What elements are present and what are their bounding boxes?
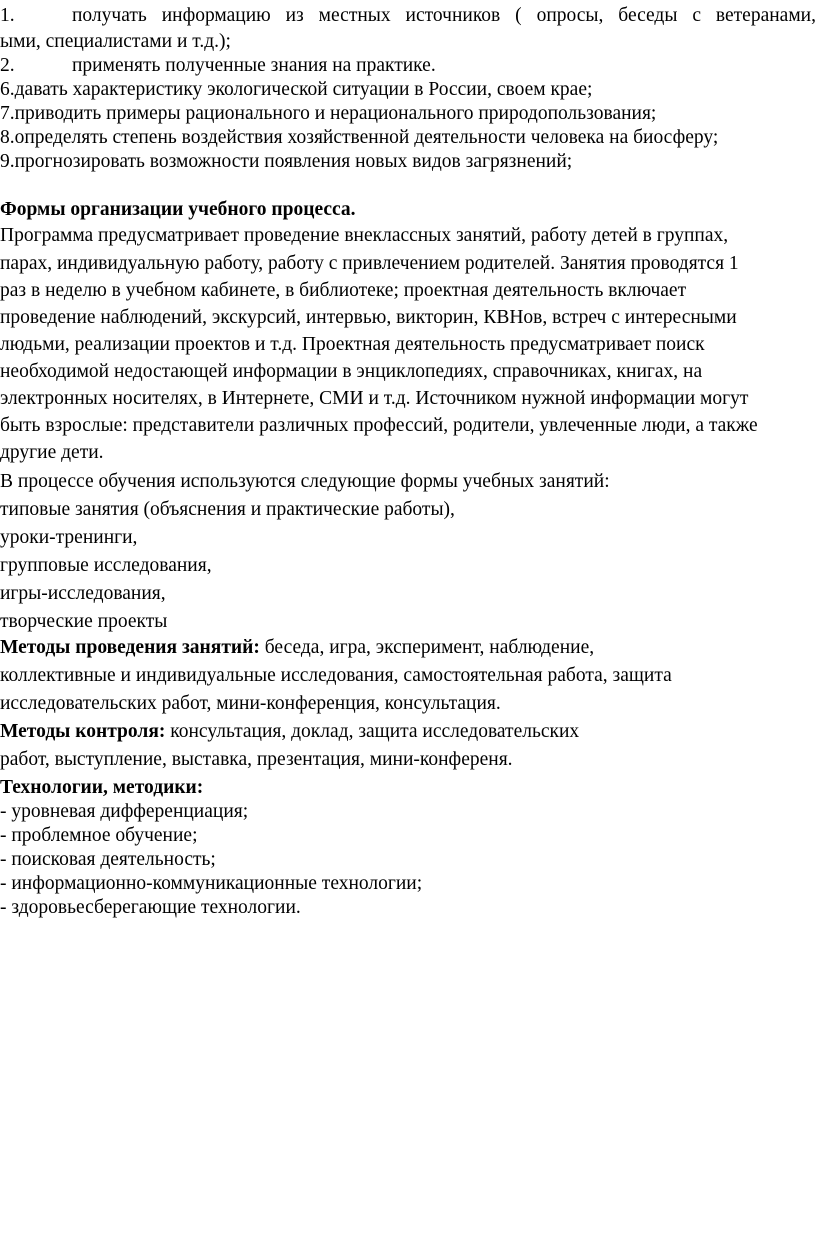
skill-item-1: получать информацию из местных источников ( опросы, беседы с ветеранами, [72,5,816,26]
paragraph-line: электронных носителях, в Интернете, СМИ и т.д. Источником нужной информации могут [0,388,749,409]
methods-line-2: коллективные и индивидуальные исследования, самостоятельная работа, защита [0,665,672,686]
forms-heading [0,198,356,222]
forms-list-item: игры-исследования, [0,583,166,604]
skill-item-2: применять полученные знания на практике. [72,55,436,76]
control-label: Методы контроля: [0,721,166,742]
skill-item-6: 6.давать характеристику экологической ситуации в России, своем крае; [0,79,593,100]
forms-heading-text: Формы организации учебного процесса. [0,199,356,220]
list-number-2: 2. [0,55,15,76]
technology-item: - здоровьесберегающие технологии. [0,897,301,918]
methods-line-1 [0,636,594,660]
technology-item: - информационно-коммуникационные технологии; [0,873,423,894]
list-number-1: 1. [0,5,15,26]
skill-item-1-continuation: ыми, специалистами и т.д.); [0,31,231,52]
paragraph-line: другие дети. [0,442,104,463]
paragraph-line: людьми, реализации проектов и т.д. Проектная деятельность предусматривает поиск [0,334,705,355]
technologies-heading-text: Технологии, методики: [0,777,204,798]
technology-item: - уровневая дифференциация; [0,801,249,822]
forms-intro: В процессе обучения используются следующие формы учебных занятий: [0,471,610,492]
technologies-heading [0,776,203,800]
methods-label: Методы проведения занятий: [0,637,260,658]
skill-item-9: 9.прогнозировать возможности появления новых видов загрязнений; [0,151,573,172]
paragraph-line: проведение наблюдений, экскурсий, интервью, викторин, КВНов, встреч с интересными [0,307,737,328]
paragraph-line: быть взрослые: представители различных профессий, родители, увлеченные люди, а также [0,415,758,436]
paragraph-line: раз в неделю в учебном кабинете, в библиотеке; проектная деятельность включает [0,280,687,301]
skill-item-7: 7.приводить примеры рационального и нерационального природопользования; [0,103,657,124]
control-line-2: работ, выступление, выставка, презентация, мини-конференя. [0,749,513,770]
forms-list-item: типовые занятия (объяснения и практические работы), [0,499,455,520]
technology-item: - проблемное обучение; [0,825,198,846]
control-text-1: консультация, доклад, защита исследовательских [165,721,580,742]
forms-list-item: уроки-тренинги, [0,527,138,548]
paragraph-line: парах, индивидуальную работу, работу с привлечением родителей. Занятия проводятся 1 [0,253,739,274]
technology-item: - поисковая деятельность; [0,849,216,870]
methods-text-1: беседа, игра, эксперимент, наблюдение, [259,637,595,658]
methods-line-3: исследовательских работ, мини-конференция, консультация. [0,693,501,714]
control-line-1 [0,720,579,744]
skill-item-8: 8.определять степень воздействия хозяйственной деятельности человека на биосферу; [0,127,719,148]
forms-list-item: групповые исследования, [0,555,212,576]
paragraph-line: необходимой недостающей информации в энциклопедиях, справочниках, книгах, на [0,361,703,382]
paragraph-line: Программа предусматривает проведение внеклассных занятий, работу детей в группах, [0,225,729,246]
forms-list-item: творческие проекты [0,611,168,632]
